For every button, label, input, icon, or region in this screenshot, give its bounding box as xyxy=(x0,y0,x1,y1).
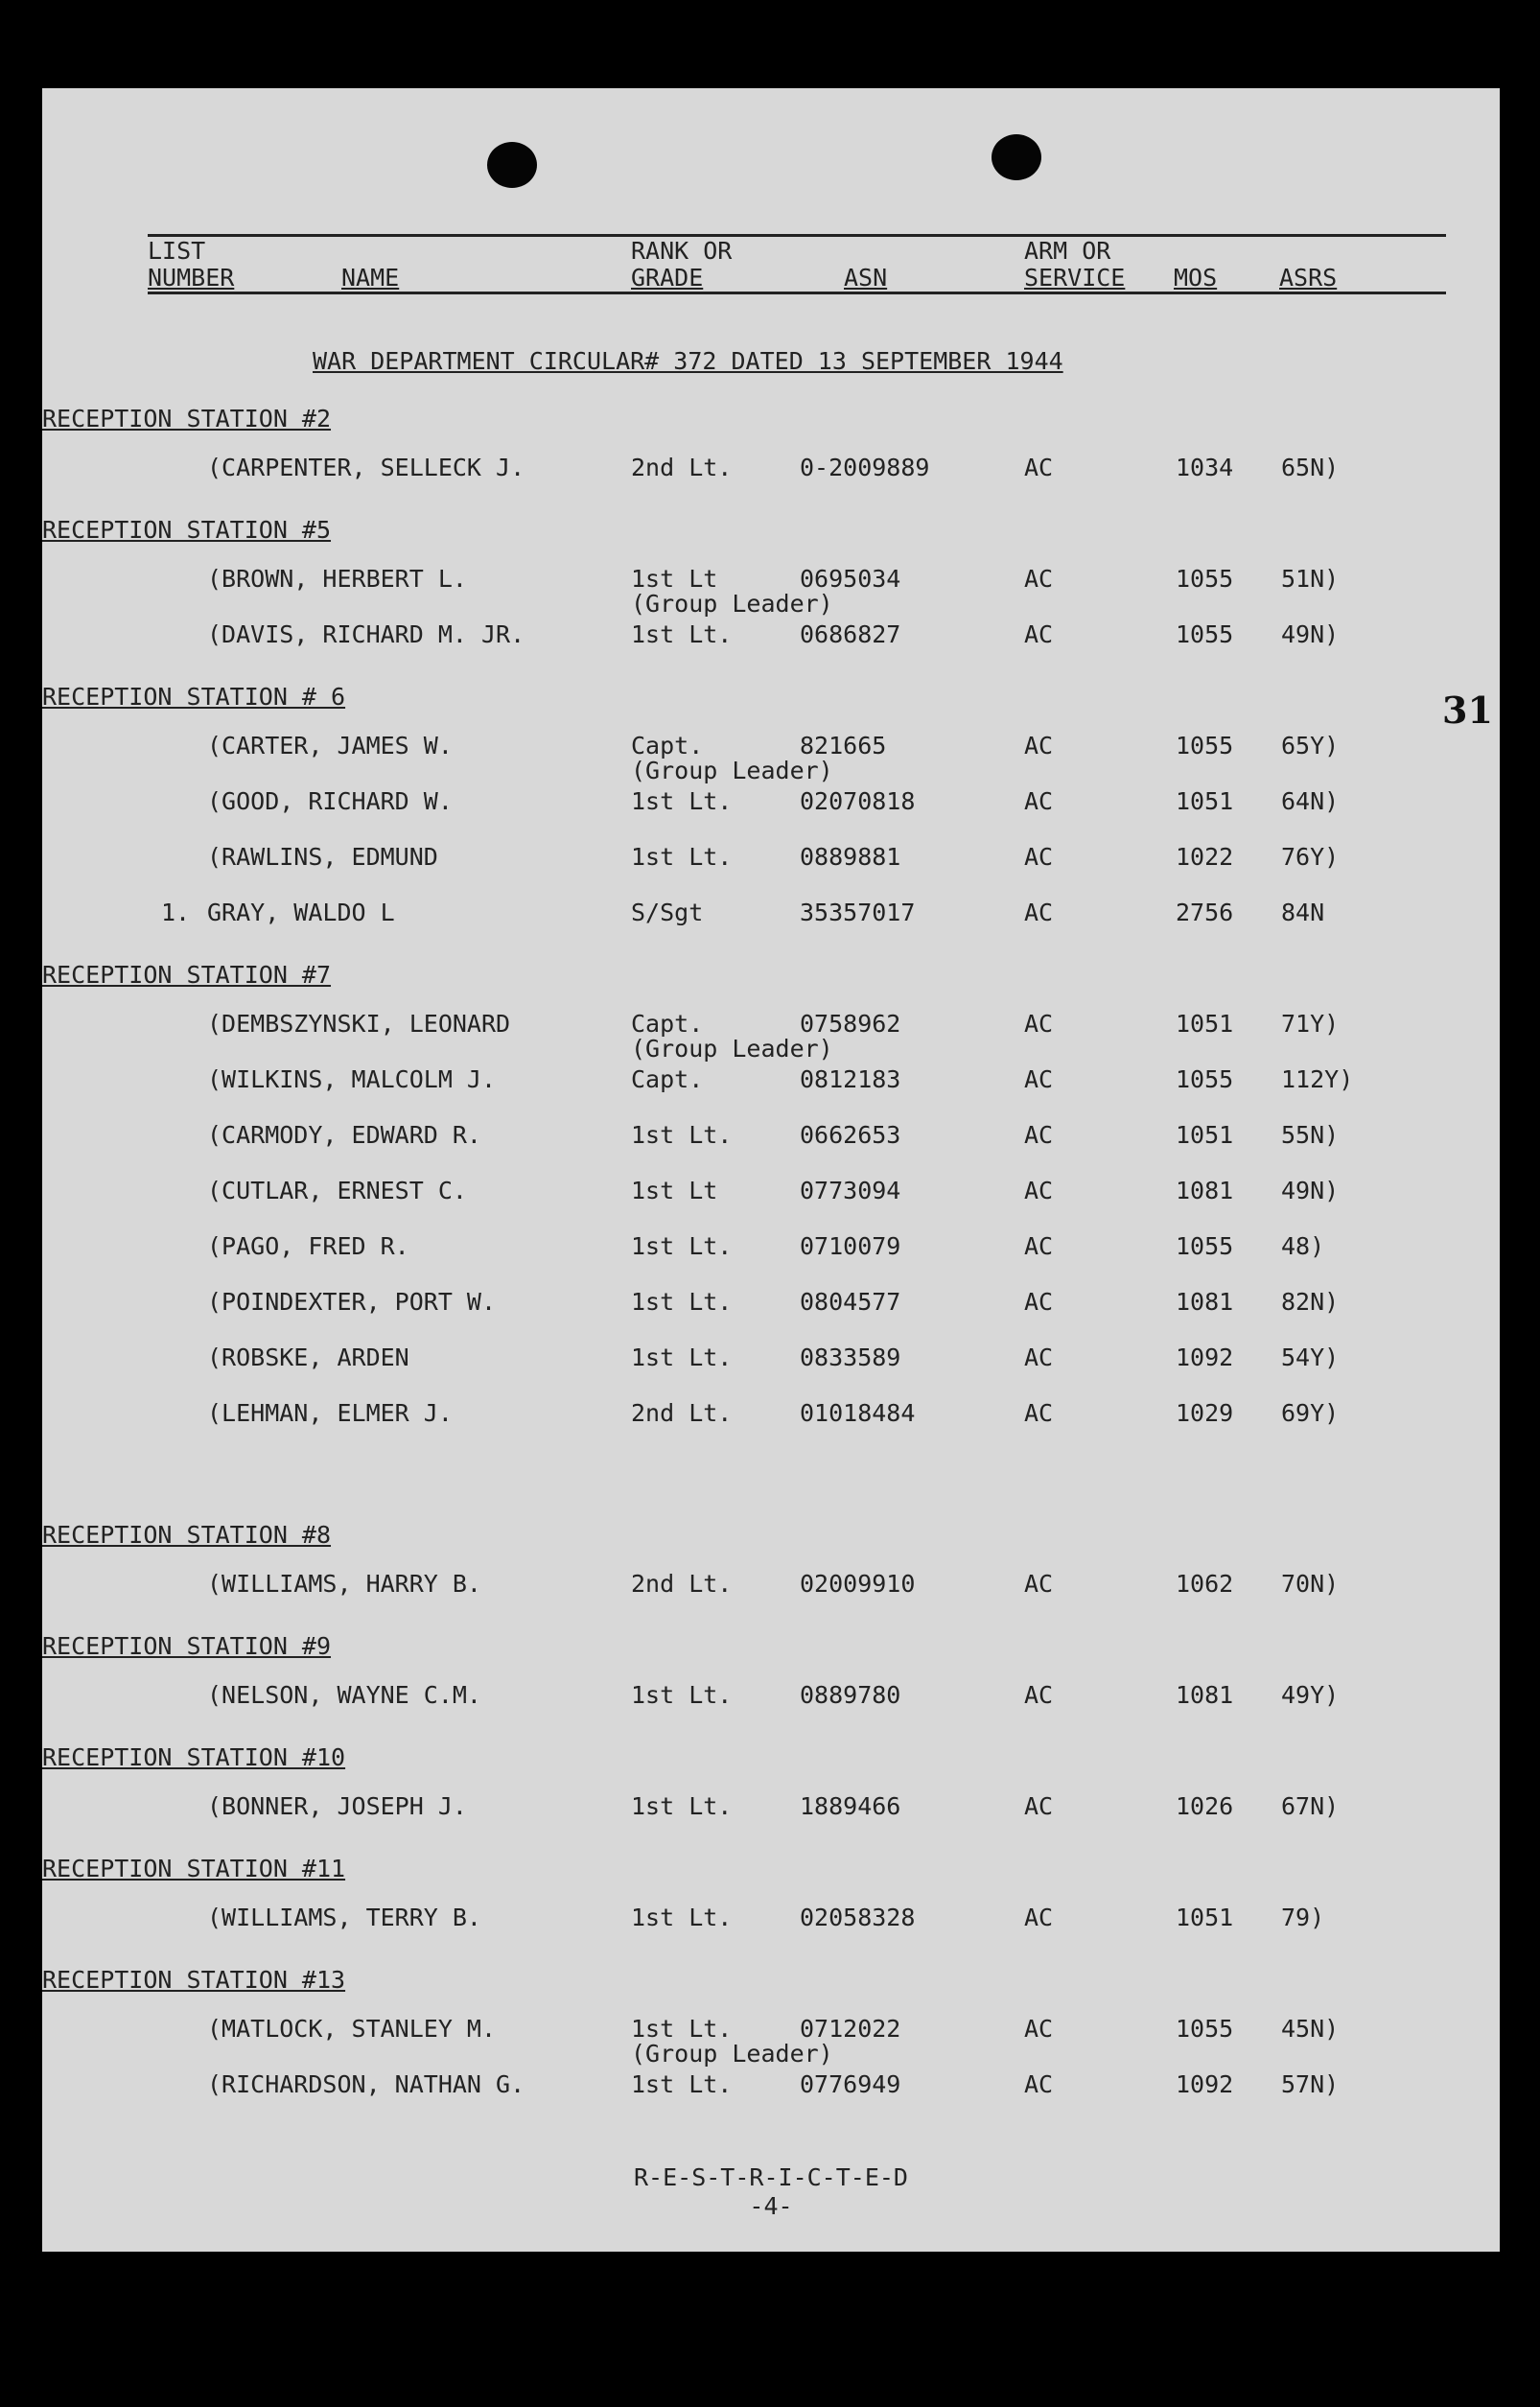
person-name: (WILKINS, MALCOLM J. xyxy=(207,1065,497,1093)
circular-title: WAR DEPARTMENT CIRCULAR# 372 DATED 13 SEPTEMBER 1944 xyxy=(313,347,1063,375)
asrs-score: 112Y) xyxy=(1281,1065,1354,1093)
section-heading: RECEPTION STATION #10 xyxy=(42,1743,346,1771)
rank-grade: 1st Lt. xyxy=(631,1121,733,1149)
list-number: 1. xyxy=(161,899,191,926)
header-name: NAME xyxy=(341,264,400,292)
mos-code: 1081 xyxy=(1176,1681,1234,1709)
header-number: NUMBER xyxy=(148,264,235,292)
person-name: (BROWN, HERBERT L. xyxy=(207,565,467,593)
page-margin-number: 31 xyxy=(1442,689,1493,732)
person-name: GRAY, WALDO L xyxy=(207,899,395,926)
group-leader-note: (Group Leader) xyxy=(631,2040,833,2068)
section-heading: RECEPTION STATION #13 xyxy=(42,1966,346,1994)
section-heading: RECEPTION STATION #2 xyxy=(42,405,332,432)
asn-value: 0804577 xyxy=(800,1288,901,1316)
asrs-score: 69Y) xyxy=(1281,1399,1340,1427)
group-leader-note: (Group Leader) xyxy=(631,590,833,618)
rank-grade: 1st Lt. xyxy=(631,1232,733,1260)
mos-code: 1051 xyxy=(1176,1904,1234,1931)
asn-value: 0710079 xyxy=(800,1232,901,1260)
arm-service: AC xyxy=(1024,2015,1054,2043)
group-leader-note: (Group Leader) xyxy=(631,1035,833,1063)
section-heading: RECEPTION STATION #8 xyxy=(42,1521,332,1549)
header-bottom-rule xyxy=(148,292,1446,294)
person-name: (CARTER, JAMES W. xyxy=(207,732,453,759)
rank-grade: Capt. xyxy=(631,1010,704,1038)
rank-grade: 1st Lt. xyxy=(631,843,733,871)
section-heading: RECEPTION STATION #9 xyxy=(42,1632,332,1660)
rank-grade: 1st Lt xyxy=(631,1177,718,1204)
section-heading: RECEPTION STATION #5 xyxy=(42,516,332,544)
rank-grade: 2nd Lt. xyxy=(631,454,733,481)
asn-value: 0833589 xyxy=(800,1344,901,1371)
mos-code: 1062 xyxy=(1176,1570,1234,1598)
arm-service: AC xyxy=(1024,1399,1054,1427)
mos-code: 2756 xyxy=(1176,899,1234,926)
asrs-score: 71Y) xyxy=(1281,1010,1340,1038)
asrs-score: 64N) xyxy=(1281,787,1340,815)
person-name: (RAWLINS, EDMUND xyxy=(207,843,438,871)
asn-value: 0662653 xyxy=(800,1121,901,1149)
person-name: (DAVIS, RICHARD M. JR. xyxy=(207,620,525,648)
mos-code: 1081 xyxy=(1176,1177,1234,1204)
restricted-footer: R-E-S-T-R-I-C-T-E-D xyxy=(634,2163,908,2191)
mos-code: 1051 xyxy=(1176,1010,1234,1038)
asn-value: 0-2009889 xyxy=(800,454,930,481)
asrs-score: 84N xyxy=(1281,899,1325,926)
rank-grade: 2nd Lt. xyxy=(631,1570,733,1598)
punch-hole xyxy=(992,134,1041,180)
document-page xyxy=(42,88,1500,2252)
mos-code: 1055 xyxy=(1176,732,1234,759)
asn-value: 0812183 xyxy=(800,1065,901,1093)
asn-value: 0776949 xyxy=(800,2070,901,2098)
rank-grade: 1st Lt. xyxy=(631,620,733,648)
asrs-score: 65Y) xyxy=(1281,732,1340,759)
arm-service: AC xyxy=(1024,620,1054,648)
header-service: SERVICE xyxy=(1024,264,1126,292)
rank-grade: S/Sgt xyxy=(631,899,704,926)
header-mos: MOS xyxy=(1174,264,1218,292)
arm-service: AC xyxy=(1024,899,1054,926)
asn-value: 821665 xyxy=(800,732,887,759)
arm-service: AC xyxy=(1024,1065,1054,1093)
person-name: (BONNER, JOSEPH J. xyxy=(207,1792,467,1820)
rank-grade: 1st Lt. xyxy=(631,1344,733,1371)
asrs-score: 48) xyxy=(1281,1232,1325,1260)
arm-service: AC xyxy=(1024,1177,1054,1204)
person-name: (RICHARDSON, NATHAN G. xyxy=(207,2070,525,2098)
mos-code: 1055 xyxy=(1176,1065,1234,1093)
arm-service: AC xyxy=(1024,1288,1054,1316)
person-name: (LEHMAN, ELMER J. xyxy=(207,1399,453,1427)
person-name: (POINDEXTER, PORT W. xyxy=(207,1288,497,1316)
asrs-score: 57N) xyxy=(1281,2070,1340,2098)
header-top-rule xyxy=(148,234,1446,237)
asrs-score: 54Y) xyxy=(1281,1344,1340,1371)
header-list: LIST xyxy=(148,237,206,265)
asn-value: 0695034 xyxy=(800,565,901,593)
header-arm: ARM OR xyxy=(1024,237,1111,265)
arm-service: AC xyxy=(1024,565,1054,593)
person-name: (PAGO, FRED R. xyxy=(207,1232,409,1260)
rank-grade: 1st Lt. xyxy=(631,1904,733,1931)
asrs-score: 67N) xyxy=(1281,1792,1340,1820)
asrs-score: 55N) xyxy=(1281,1121,1340,1149)
rank-grade: 1st Lt. xyxy=(631,787,733,815)
mos-code: 1055 xyxy=(1176,2015,1234,2043)
arm-service: AC xyxy=(1024,843,1054,871)
asrs-score: 51N) xyxy=(1281,565,1340,593)
person-name: (WILLIAMS, HARRY B. xyxy=(207,1570,481,1598)
asrs-score: 45N) xyxy=(1281,2015,1340,2043)
rank-grade: 1st Lt. xyxy=(631,1288,733,1316)
asrs-score: 82N) xyxy=(1281,1288,1340,1316)
person-name: (ROBSKE, ARDEN xyxy=(207,1344,409,1371)
arm-service: AC xyxy=(1024,787,1054,815)
mos-code: 1055 xyxy=(1176,565,1234,593)
asn-value: 02058328 xyxy=(800,1904,916,1931)
section-heading: RECEPTION STATION #7 xyxy=(42,961,332,989)
arm-service: AC xyxy=(1024,2070,1054,2098)
person-name: (DEMBSZYNSKI, LEONARD xyxy=(207,1010,511,1038)
arm-service: AC xyxy=(1024,1344,1054,1371)
asrs-score: 65N) xyxy=(1281,454,1340,481)
person-name: (NELSON, WAYNE C.M. xyxy=(207,1681,481,1709)
header-rank: RANK OR xyxy=(631,237,733,265)
asn-value: 02009910 xyxy=(800,1570,916,1598)
header-asrs: ASRS xyxy=(1279,264,1338,292)
mos-code: 1055 xyxy=(1176,1232,1234,1260)
rank-grade: 1st Lt xyxy=(631,565,718,593)
asn-value: 0889780 xyxy=(800,1681,901,1709)
asn-value: 35357017 xyxy=(800,899,916,926)
person-name: (WILLIAMS, TERRY B. xyxy=(207,1904,481,1931)
asrs-score: 70N) xyxy=(1281,1570,1340,1598)
asrs-score: 49N) xyxy=(1281,620,1340,648)
person-name: (CARPENTER, SELLECK J. xyxy=(207,454,525,481)
arm-service: AC xyxy=(1024,732,1054,759)
header-asn: ASN xyxy=(844,264,888,292)
header-grade: GRADE xyxy=(631,264,704,292)
rank-grade: 1st Lt. xyxy=(631,2070,733,2098)
mos-code: 1055 xyxy=(1176,620,1234,648)
mos-code: 1051 xyxy=(1176,1121,1234,1149)
asrs-score: 49Y) xyxy=(1281,1681,1340,1709)
mos-code: 1051 xyxy=(1176,787,1234,815)
arm-service: AC xyxy=(1024,454,1054,481)
asrs-score: 79) xyxy=(1281,1904,1325,1931)
section-heading: RECEPTION STATION #11 xyxy=(42,1855,346,1882)
mos-code: 1092 xyxy=(1176,1344,1234,1371)
asn-value: 02070818 xyxy=(800,787,916,815)
rank-grade: 2nd Lt. xyxy=(631,1399,733,1427)
rank-grade: Capt. xyxy=(631,1065,704,1093)
person-name: (GOOD, RICHARD W. xyxy=(207,787,453,815)
punch-hole xyxy=(487,142,537,188)
arm-service: AC xyxy=(1024,1681,1054,1709)
rank-grade: Capt. xyxy=(631,732,704,759)
mos-code: 1026 xyxy=(1176,1792,1234,1820)
rank-grade: 1st Lt. xyxy=(631,2015,733,2043)
asn-value: 0758962 xyxy=(800,1010,901,1038)
mos-code: 1022 xyxy=(1176,843,1234,871)
page-number: -4- xyxy=(749,2192,793,2220)
person-name: (MATLOCK, STANLEY M. xyxy=(207,2015,497,2043)
arm-service: AC xyxy=(1024,1570,1054,1598)
mos-code: 1034 xyxy=(1176,454,1234,481)
arm-service: AC xyxy=(1024,1232,1054,1260)
mos-code: 1092 xyxy=(1176,2070,1234,2098)
group-leader-note: (Group Leader) xyxy=(631,757,833,784)
section-heading: RECEPTION STATION # 6 xyxy=(42,683,346,711)
asrs-score: 76Y) xyxy=(1281,843,1340,871)
asn-value: 1889466 xyxy=(800,1792,901,1820)
person-name: (CARMODY, EDWARD R. xyxy=(207,1121,481,1149)
rank-grade: 1st Lt. xyxy=(631,1681,733,1709)
mos-code: 1029 xyxy=(1176,1399,1234,1427)
arm-service: AC xyxy=(1024,1121,1054,1149)
arm-service: AC xyxy=(1024,1792,1054,1820)
asrs-score: 49N) xyxy=(1281,1177,1340,1204)
mos-code: 1081 xyxy=(1176,1288,1234,1316)
arm-service: AC xyxy=(1024,1010,1054,1038)
person-name: (CUTLAR, ERNEST C. xyxy=(207,1177,467,1204)
asn-value: 0686827 xyxy=(800,620,901,648)
rank-grade: 1st Lt. xyxy=(631,1792,733,1820)
asn-value: 0773094 xyxy=(800,1177,901,1204)
asn-value: 0889881 xyxy=(800,843,901,871)
asn-value: 01018484 xyxy=(800,1399,916,1427)
asn-value: 0712022 xyxy=(800,2015,901,2043)
arm-service: AC xyxy=(1024,1904,1054,1931)
